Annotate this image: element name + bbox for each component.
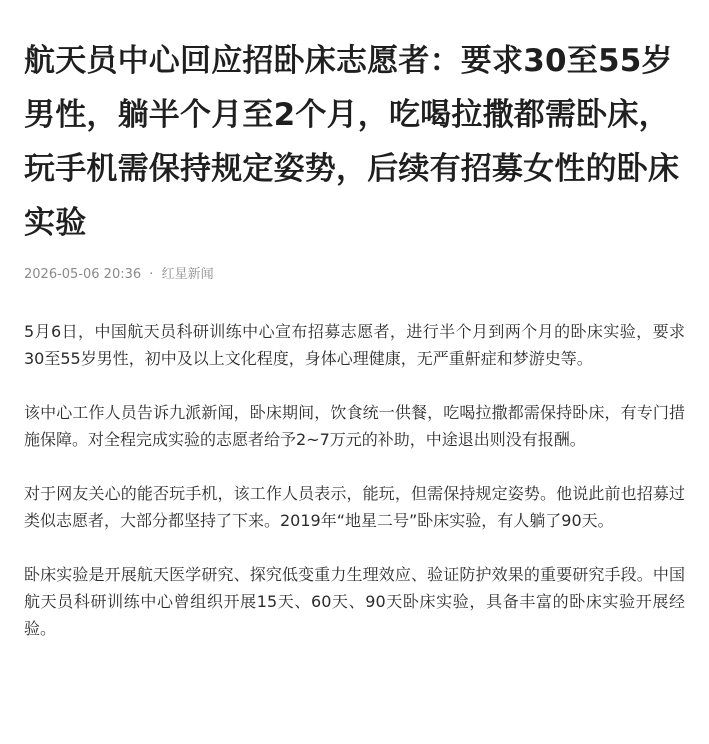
article-paragraph: 卧床实验是开展航天医学研究、探究低变重力生理效应、验证防护效果的重要研究手段。中国航天员科研训练中心曾组织开展15天、60天、90天卧床实验，具备丰富的卧床实验开展经验。 [24,565,685,638]
source-name: 红星新闻 [161,267,214,282]
article-meta [24,266,685,284]
article-paragraph: 对于网友关心的能否玩手机，该工作人员表示，能玩，但需保持规定姿势。他说此前也招募过类似志愿者，大部分都坚持了下来。2019年“地星二号”卧床实验，有人躺了90天。 [24,484,685,530]
article-title: 航天员中心回应招卧床志愿者：要求30至55岁男性，躺半个月至2个月，吃喝拉撒都需卧床，玩手机需保持规定姿势，后续有招募女性的卧床实验 [24,43,680,241]
meta-separator: · [149,267,154,282]
article-paragraph: 该中心工作人员告诉九派新闻，卧床期间，饮食统一供餐，吃喝拉撒都需保持卧床，有专门措施保障。对全程完成实验的志愿者给予2~7万元的补助，中途退出则没有报酬。 [24,403,685,449]
article-paragraph: 5月6日，中国航天员科研训练中心宣布招募志愿者，进行半个月到两个月的卧床实验，要求30至55岁男性，初中及以上文化程度，身体心理健康，无严重鼾症和梦游史等。 [24,322,685,368]
publish-date: 2026-05-06 20:36 [24,267,142,282]
